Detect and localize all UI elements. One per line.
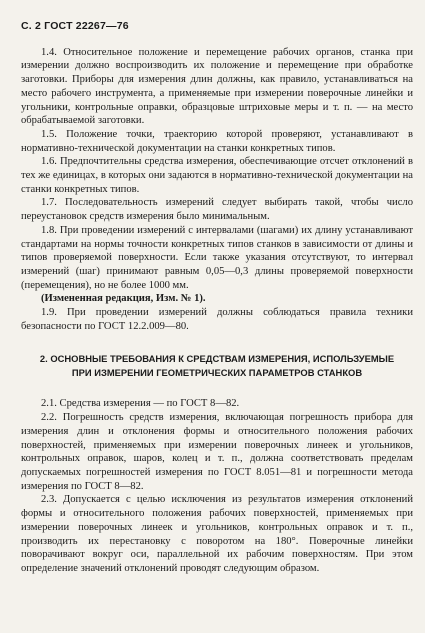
paragraph-1-7: 1.7. Последовательность измерений следует выбирать такой, чтобы число переустановок средств измерения было минимальным. <box>21 197 413 223</box>
amendment-note: (Измененная редакция, Изм. № 1). <box>41 293 206 305</box>
section-2-title: 2. ОСНОВНЫЕ ТРЕБОВАНИЯ К СРЕДСТВАМ ИЗМЕРЕНИЯ, ИСПОЛЬЗУЕМЫЕ ПРИ ИЗМЕРЕНИИ ГЕОМЕТРИЧЕСКИХ ПАРАМЕТРОВ СТАНКОВ <box>39 353 395 379</box>
paragraph-1-9: 1.9. При проведении измерений должны соблюдаться правила техники безопасности по ГОСТ 12.2.009—80. <box>21 307 413 332</box>
paragraph-1-5: 1.5. Положение точки, траекторию которой проверяют, устанавливают в нормативно-технической документации на станки конкретных типов. <box>21 128 413 154</box>
paragraph-1-4: 1.4. Относительное положение и перемещение рабочих органов, станка при измерении должно воспроизводить их положение и перемещение при обработке заготовки. Приборы для измерения длин должны, как правило, устанавливаться на место рабочего инструмента, а применяемые при измерении поверочные линейки и угольники, контрольные оправки, образцовые штриховые меры и т. п. — на место обрабатываемой заготовки. <box>21 46 413 127</box>
page-header: С. 2 ГОСТ 22267—76 <box>21 20 129 32</box>
paragraph-2-3: 2.3. Допускается с целью исключения из результатов измерения отклонений формы и относительного положения рабочих поверхностей, применяемых при измерении поверочных линеек и угольников, контрольных оправок и т. п., производить их перестановку с поворотом на 180°. Поверочные линейки поворачивают вокруг оси, параллельной их рабочим поверхностям. При этом определение значений отклонений проводят следующим образом. <box>21 494 413 574</box>
paragraph-2-1: 2.1. Средства измерения — по ГОСТ 8—82. <box>41 398 240 410</box>
paragraph-1-8: 1.8. При проведении измерений с интервалами (шагами) их длину устанавливают стандартами на нормы точности конкретных типов станков в зависимости от длины и типов проверяемой поверхности. Если также указания отсутствуют, то интервал измерений (шаг) принимают равным 0,05—0,3 длины проверяемой поверхности (перемещения), но не более 1000 мм. <box>21 224 413 291</box>
paragraph-2-2: 2.2. Погрешность средств измерения, включающая погрешность прибора для измерения длин и отклонения формы и относительного положения рабочих поверхностей, применяемых при измерении поверочных линеек и угольников, контрольных оправок, шаров, колец и т. п., должна соответствовать пределам допускаемых погрешностей измерения по ГОСТ 8.051—81 и погрешности метода измерения по ГОСТ 8—82. <box>21 412 413 492</box>
paragraph-1-6: 1.6. Предпочтительны средства измерения, обеспечивающие отсчет отклонений в тех же единицах, в которых они задаются в нормативно-технической документации на станки конкретных типов. <box>21 156 413 195</box>
